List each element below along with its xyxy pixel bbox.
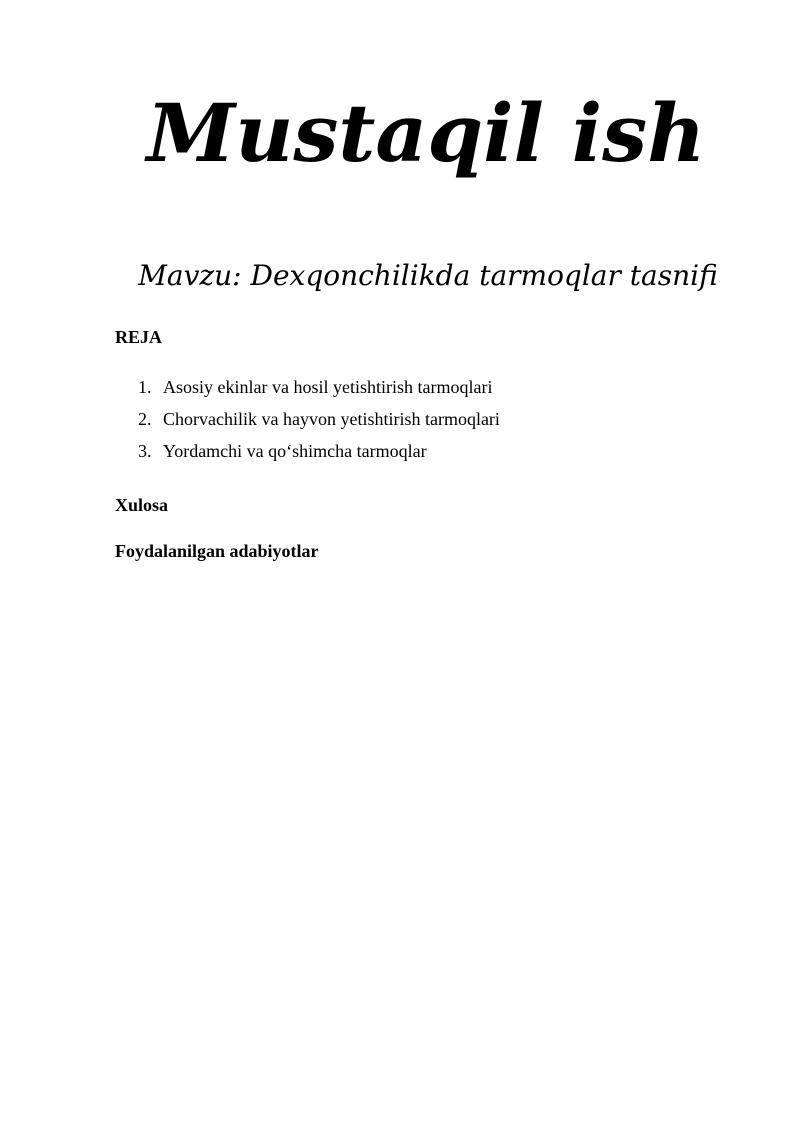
- plan-heading: REJA: [115, 327, 163, 347]
- plan-item-text: Asosiy ekinlar va hosil yetishtirish tarmoqlari: [163, 377, 493, 397]
- conclusion-heading: Xulosa: [115, 495, 169, 515]
- plan-item-number: 1.: [138, 377, 152, 397]
- document-subtitle: Mavzu: Dexqonchilikda tarmoqlar tasnifi: [138, 259, 718, 292]
- plan-item-text: Chorvachilik va hayvon yetishtirish tarmoqlari: [163, 409, 500, 429]
- plan-item-number: 3.: [138, 441, 152, 461]
- document-title: Mustaqil ish: [146, 86, 706, 180]
- plan-item-number: 2.: [138, 409, 152, 429]
- references-heading: Foydalanilgan adabiyotlar: [115, 541, 319, 561]
- plan-item-text: Yordamchi va qo‘shimcha tarmoqlar: [163, 441, 427, 461]
